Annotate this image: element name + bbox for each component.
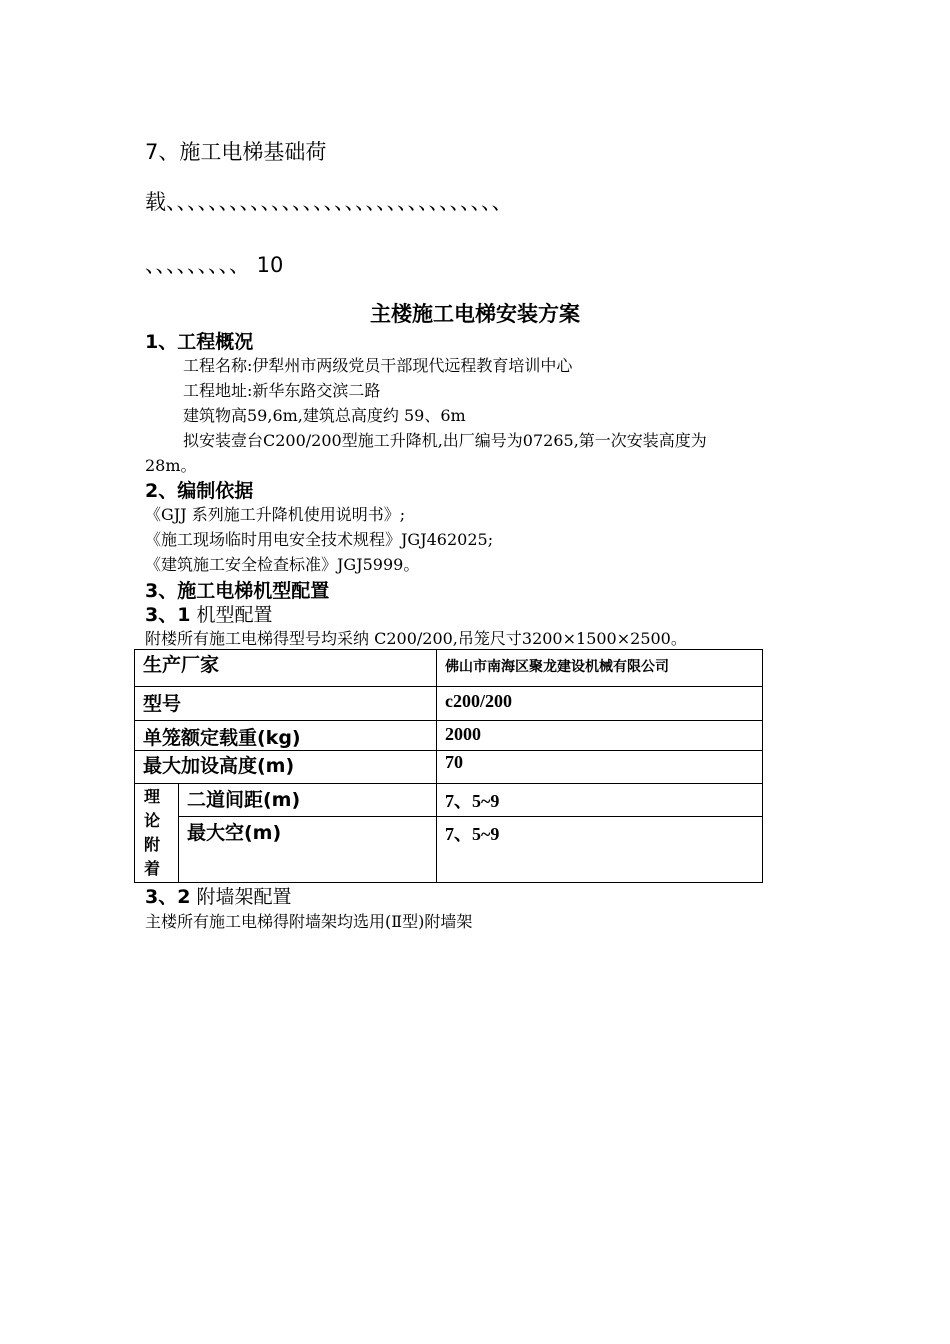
reference-2: 《施工现场临时用电安全技术规程》JGJ462025; <box>145 530 494 549</box>
group-label-char: 理 <box>144 787 161 806</box>
max-gap-value: 7、5~9 <box>437 817 763 883</box>
rated-load-label: 单笼额定载重(kg) <box>135 721 437 751</box>
group-label-char: 论 <box>144 811 161 830</box>
table-row <box>135 784 763 817</box>
second-spacing-label: 二道间距(m) <box>179 784 437 817</box>
project-address: 工程地址:新华东路交滨二路 <box>183 381 381 400</box>
max-height-value: 70 <box>437 751 763 784</box>
wall-bracket-description: 主楼所有施工电梯得附墙架均选用(Ⅱ型)附墙架 <box>145 912 473 931</box>
document-title: 主楼施工电梯安装方案 <box>370 302 580 326</box>
subsection-3-2-heading <box>145 882 292 909</box>
manufacturer-label: 生产厂家 <box>135 650 437 687</box>
model-value: c200/200 <box>437 687 763 721</box>
elevator-spec-table <box>134 649 763 883</box>
subsection-3-2-title: 附墙架配置 <box>190 886 292 908</box>
toc-line-3: 、、、、、、、、、 10 <box>145 253 284 277</box>
table-row <box>135 721 763 751</box>
subsection-3-1-title: 机型配置 <box>190 604 273 626</box>
manufacturer-value: 佛山市南海区聚龙建设机械有限公司 <box>437 650 763 687</box>
building-height: 建筑物高59,6m,建筑总高度约 59、6m <box>183 406 466 425</box>
group-label-char: 着 <box>144 859 161 878</box>
project-name: 工程名称:伊犁州市两级党员干部现代远程教育培训中心 <box>183 356 573 375</box>
table-row <box>135 751 763 784</box>
reference-1: 《GJJ 系列施工升降机使用说明书》; <box>145 505 406 524</box>
section-2-heading: 2、编制依据 <box>145 480 254 502</box>
second-spacing-value: 7、5~9 <box>437 784 763 817</box>
group-label-char: 附 <box>144 835 161 854</box>
table-row <box>135 650 763 687</box>
rated-load-value: 2000 <box>437 721 763 751</box>
subsection-3-2-number: 3、2 <box>145 886 191 908</box>
install-info-line-2: 28m。 <box>145 456 197 475</box>
table-row <box>135 817 763 883</box>
reference-3: 《建筑施工安全检查标准》JGJ5999。 <box>145 555 420 574</box>
section-3-heading: 3、施工电梯机型配置 <box>145 580 330 602</box>
subsection-3-1-heading <box>145 600 273 627</box>
section-1-heading: 1、工程概况 <box>145 331 254 353</box>
theoretical-attachment-label <box>135 784 179 883</box>
model-label: 型号 <box>135 687 437 721</box>
subsection-3-1-number: 3、1 <box>145 604 191 626</box>
install-info-line-1: 拟安装壹台C200/200型施工升降机,出厂编号为07265,第一次安装高度为 <box>183 431 707 450</box>
toc-line-2: 载、、、、、、、、、、、、、、、、、、、、、、、、、、、、、、、、 <box>145 190 513 214</box>
model-description: 附楼所有施工电梯得型号均采纳 C200/200,吊笼尺寸3200×1500×2500。 <box>145 629 687 648</box>
table-row <box>135 687 763 721</box>
toc-line-1: 7、施工电梯基础荷 <box>145 140 327 164</box>
max-gap-label: 最大空(m) <box>179 817 437 883</box>
max-height-label: 最大加设高度(m) <box>135 751 437 784</box>
